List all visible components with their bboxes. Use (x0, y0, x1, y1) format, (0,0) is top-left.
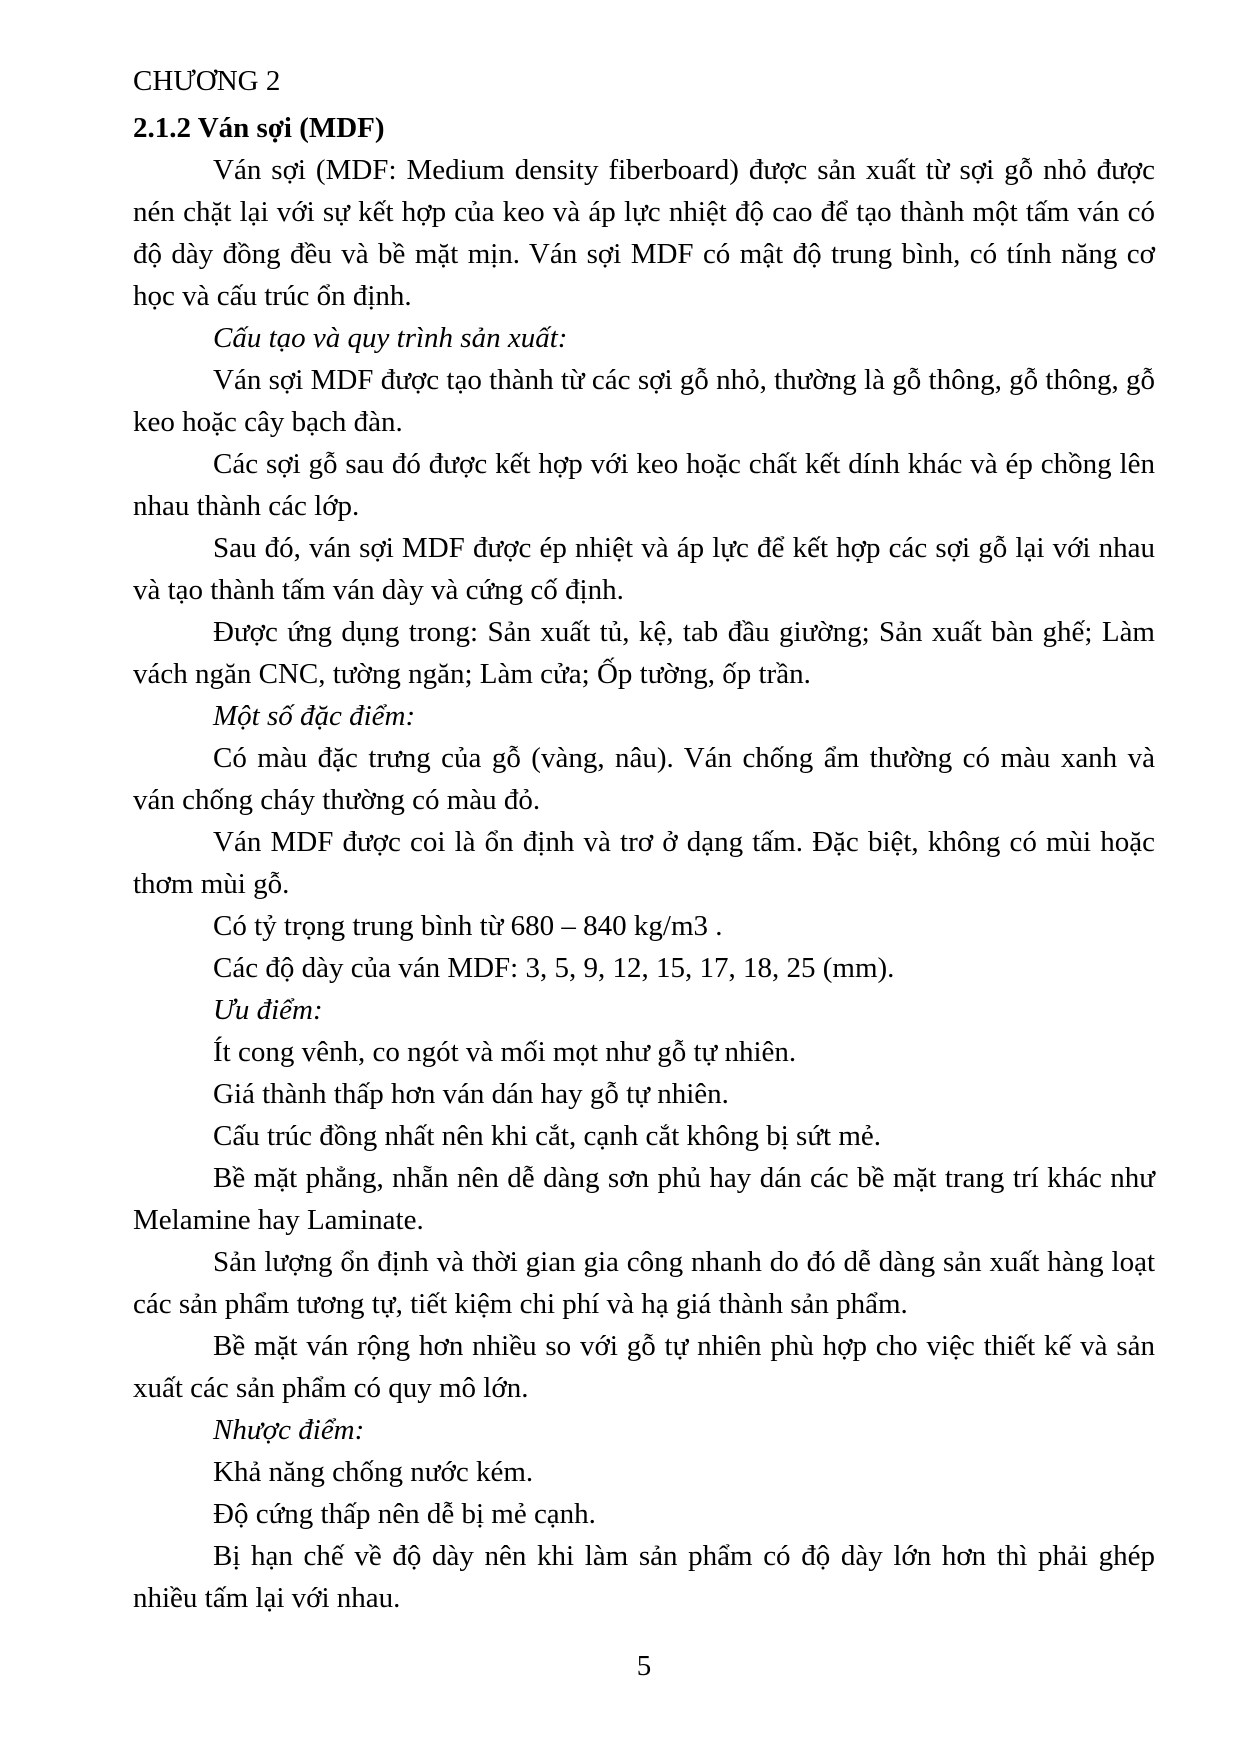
paragraph: Độ cứng thấp nên dễ bị mẻ cạnh. (213, 1498, 596, 1530)
paragraph: Ván sợi (MDF: Medium density fiberboard) được sản xuất từ sợi gỗ nhỏ được nén chặt lại với sự kết hợp của keo và áp lực nhiệt độ cao để tạo thành một tấm ván có độ dày đồng đều và bề mặt mịn. Ván sợi MDF có mật độ trung bình, có tính năng cơ học và cấu trúc ổn định. (133, 154, 1155, 312)
paragraph: Bề mặt ván rộng hơn nhiều so với gỗ tự nhiên phù hợp cho việc thiết kế và sản xuất các sản phẩm có quy mô lớn. (133, 1330, 1155, 1404)
paragraph: Các sợi gỗ sau đó được kết hợp với keo hoặc chất kết dính khác và ép chồng lên nhau thành các lớp. (133, 448, 1155, 522)
paragraph: Ít cong vênh, co ngót và mối mọt như gỗ tự nhiên. (213, 1036, 797, 1068)
paragraph: Có tỷ trọng trung bình từ 680 – 840 kg/m3 . (213, 910, 723, 942)
paragraph: Cấu trúc đồng nhất nên khi cắt, cạnh cắt không bị sứt mẻ. (213, 1120, 882, 1152)
paragraph: Ván MDF được coi là ổn định và trơ ở dạng tấm. Đặc biệt, không có mùi hoặc thơm mùi gỗ. (133, 826, 1155, 900)
paragraph: Bề mặt phẳng, nhẵn nên dễ dàng sơn phủ hay dán các bề mặt trang trí khác như Melamine hay Laminate. (133, 1162, 1155, 1236)
paragraph: Giá thành thấp hơn ván dán hay gỗ tự nhiên. (213, 1078, 729, 1110)
paragraph: Sản lượng ổn định và thời gian gia công nhanh do đó dễ dàng sản xuất hàng loạt các sản phẩm tương tự, tiết kiệm chi phí và hạ giá thành sản phẩm. (133, 1246, 1155, 1320)
chapter-header: CHƯƠNG 2 (133, 65, 281, 97)
page-number: 5 (636, 1650, 652, 1682)
paragraph: Các độ dày của ván MDF: 3, 5, 9, 12, 15, 17, 18, 25 (mm). (213, 952, 895, 984)
subheading: Nhược điểm: (213, 1414, 365, 1446)
paragraph: Có màu đặc trưng của gỗ (vàng, nâu). Ván chống ẩm thường có màu xanh và ván chống cháy thường có màu đỏ. (133, 742, 1155, 816)
paragraph: Ván sợi MDF được tạo thành từ các sợi gỗ nhỏ, thường là gỗ thông, gỗ thông, gỗ keo hoặc cây bạch đàn. (133, 364, 1155, 438)
subheading: Một số đặc điểm: (213, 700, 416, 732)
paragraph: Bị hạn chế về độ dày nên khi làm sản phẩm có độ dày lớn hơn thì phải ghép nhiều tấm lại với nhau. (133, 1540, 1155, 1614)
section-heading: 2.1.2 Ván sợi (MDF) (133, 112, 385, 144)
paragraph: Khả năng chống nước kém. (213, 1456, 534, 1488)
paragraph: Được ứng dụng trong: Sản xuất tủ, kệ, tab đầu giường; Sản xuất bàn ghế; Làm vách ngăn CNC, tường ngăn; Làm cửa; Ốp tường, ốp trần. (133, 616, 1155, 690)
page-content (133, 60, 1155, 1619)
page-footer (133, 1645, 1155, 1687)
subheading: Ưu điểm: (213, 994, 323, 1026)
subheading: Cấu tạo và quy trình sản xuất: (213, 322, 568, 354)
paragraph-list (133, 149, 1155, 1619)
paragraph: Sau đó, ván sợi MDF được ép nhiệt và áp lực để kết hợp các sợi gỗ lại với nhau và tạo thành tấm ván dày và cứng cố định. (133, 532, 1155, 606)
